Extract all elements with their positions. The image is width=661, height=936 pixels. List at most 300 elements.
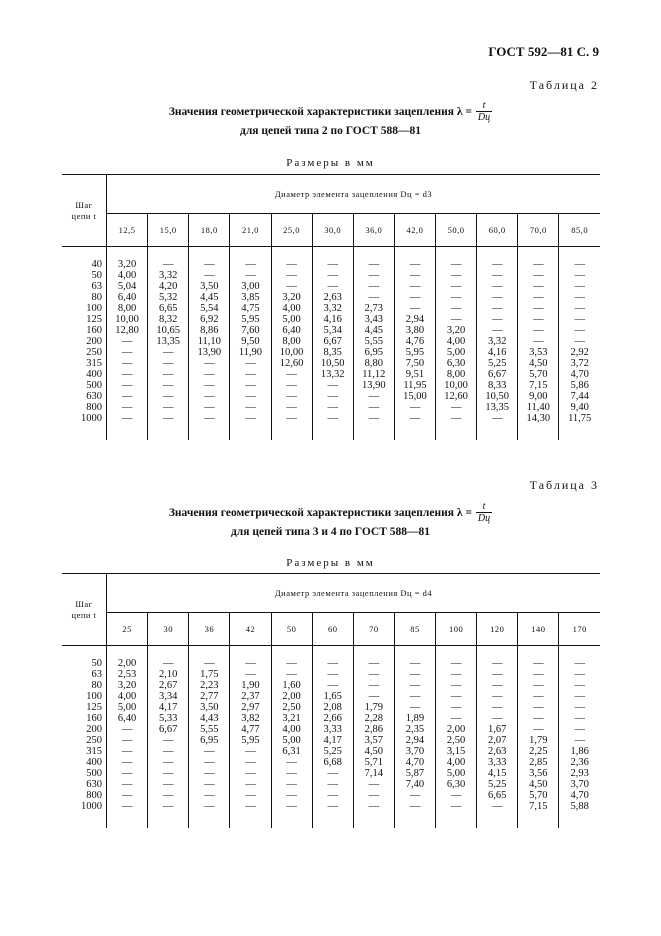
value-cell: — — [436, 680, 477, 691]
value-cell: 4,43 — [189, 713, 230, 724]
value-cell: — — [189, 259, 230, 270]
fraction-denominator: Dц — [477, 112, 491, 123]
value-cell: 4,45 — [353, 325, 394, 336]
value-cell: — — [271, 801, 312, 812]
table-2 — [62, 174, 600, 440]
spacer-cell — [394, 646, 435, 659]
value-cell: — — [189, 358, 230, 369]
spacer-cell — [271, 424, 312, 440]
value-cell: 4,17 — [312, 735, 353, 746]
spacer-cell — [477, 247, 518, 260]
value-cell: — — [559, 259, 600, 270]
value-cell: — — [394, 669, 435, 680]
value-cell: 5,04 — [107, 281, 148, 292]
spacer-cell — [518, 247, 559, 260]
value-cell: 5,55 — [189, 724, 230, 735]
step-cell: 160 — [86, 713, 102, 724]
spacer-cell — [107, 812, 148, 828]
spacer-cell — [62, 247, 107, 260]
value-cell: 2,36 — [559, 757, 600, 768]
value-cell: 3,20 — [271, 292, 312, 303]
value-cell: 5,95 — [230, 735, 271, 746]
column-header: 12,5 — [107, 214, 148, 247]
value-cell: 2,97 — [230, 702, 271, 713]
value-cell: 6,40 — [107, 292, 148, 303]
spacer-cell — [559, 247, 600, 260]
lambda-fraction — [476, 100, 492, 123]
table-row — [62, 768, 600, 779]
value-cell: — — [230, 779, 271, 790]
value-cell: 6,67 — [148, 724, 189, 735]
value-cell: — — [559, 713, 600, 724]
value-cell: — — [394, 259, 435, 270]
value-cell: — — [518, 658, 559, 669]
value-cell: 3,56 — [518, 768, 559, 779]
value-cell: 12,60 — [271, 358, 312, 369]
value-cell: 10,00 — [436, 380, 477, 391]
value-cell: — — [271, 369, 312, 380]
step-cell: 100 — [86, 691, 102, 702]
spacer-cell — [353, 424, 394, 440]
value-cell: — — [189, 779, 230, 790]
step-cell: 125 — [86, 314, 102, 325]
spacer-cell — [271, 646, 312, 659]
value-cell: 9,51 — [394, 369, 435, 380]
value-cell: — — [271, 380, 312, 391]
value-cell: 4,70 — [394, 757, 435, 768]
value-cell: — — [353, 281, 394, 292]
value-cell: — — [312, 281, 353, 292]
value-cell: — — [394, 702, 435, 713]
table-row — [62, 801, 600, 812]
value-cell: — — [518, 702, 559, 713]
spacer-cell — [436, 812, 477, 828]
value-cell: 1,75 — [189, 669, 230, 680]
value-cell: — — [107, 790, 148, 801]
table-row — [62, 779, 600, 790]
value-cell: — — [518, 303, 559, 314]
table-row — [62, 347, 600, 358]
value-cell: 12,80 — [107, 325, 148, 336]
value-cell: 4,50 — [353, 746, 394, 757]
value-cell: — — [436, 259, 477, 270]
column-header: 30,0 — [312, 214, 353, 247]
value-cell: — — [518, 669, 559, 680]
value-cell: — — [230, 757, 271, 768]
table-row — [62, 380, 600, 391]
value-cell: — — [394, 402, 435, 413]
value-cell: — — [394, 691, 435, 702]
value-cell: — — [353, 790, 394, 801]
spacer-cell — [353, 812, 394, 828]
value-cell: 3,70 — [394, 746, 435, 757]
value-cell: 14,30 — [518, 413, 559, 424]
spacer-cell — [62, 646, 107, 659]
value-cell: — — [271, 413, 312, 424]
value-cell: 1,67 — [477, 724, 518, 735]
value-cell: 5,55 — [353, 336, 394, 347]
value-cell: — — [436, 314, 477, 325]
value-cell: 4,00 — [107, 691, 148, 702]
value-cell: — — [477, 658, 518, 669]
value-cell: 3,00 — [230, 281, 271, 292]
value-cell: — — [230, 358, 271, 369]
value-cell: — — [518, 713, 559, 724]
column-header: 25,0 — [271, 214, 312, 247]
value-cell: 11,90 — [230, 347, 271, 358]
value-cell: — — [230, 669, 271, 680]
value-cell: 3,80 — [394, 325, 435, 336]
value-cell: 6,30 — [436, 779, 477, 790]
value-cell: 3,32 — [312, 303, 353, 314]
value-cell: — — [230, 413, 271, 424]
value-cell: — — [189, 270, 230, 281]
value-cell: — — [436, 713, 477, 724]
step-header — [62, 175, 107, 247]
value-cell: — — [518, 325, 559, 336]
step-cell: 125 — [86, 702, 102, 713]
step-cell: 50 — [91, 270, 102, 281]
spacer-cell — [271, 247, 312, 260]
column-header: 140 — [518, 613, 559, 646]
value-cell: — — [148, 402, 189, 413]
value-cell: 5,00 — [271, 735, 312, 746]
value-cell: — — [107, 757, 148, 768]
value-cell: 4,17 — [148, 702, 189, 713]
value-cell: 4,15 — [477, 768, 518, 779]
value-cell: — — [518, 259, 559, 270]
spacer-cell — [271, 812, 312, 828]
value-cell: — — [107, 336, 148, 347]
value-cell: — — [559, 669, 600, 680]
value-cell: 4,70 — [559, 790, 600, 801]
value-cell: — — [394, 303, 435, 314]
value-cell: — — [148, 746, 189, 757]
column-header: 25 — [107, 613, 148, 646]
value-cell: — — [230, 790, 271, 801]
table-3-caption: Таблица 3 — [529, 478, 599, 492]
spacer-cell — [107, 247, 148, 260]
table-row — [62, 790, 600, 801]
value-cell: 15,00 — [394, 391, 435, 402]
value-cell: 4,16 — [477, 347, 518, 358]
spacer-cell — [107, 424, 148, 440]
table-2-title-line2: для цепей типа 2 по ГОСТ 588—81 — [240, 125, 421, 137]
value-cell: — — [107, 735, 148, 746]
value-cell: — — [436, 691, 477, 702]
spacer-cell — [148, 646, 189, 659]
value-cell: 8,32 — [148, 314, 189, 325]
value-cell: — — [518, 281, 559, 292]
column-header: 50,0 — [436, 214, 477, 247]
value-cell: — — [353, 402, 394, 413]
value-cell: 6,65 — [148, 303, 189, 314]
value-cell: 8,86 — [189, 325, 230, 336]
value-cell: 2,35 — [394, 724, 435, 735]
table-2-units: Размеры в мм — [286, 157, 375, 169]
value-cell: 4,45 — [189, 292, 230, 303]
value-cell: 2,28 — [353, 713, 394, 724]
value-cell: 3,20 — [107, 680, 148, 691]
lambda-fraction — [476, 501, 492, 524]
value-cell: — — [559, 292, 600, 303]
table-row — [62, 281, 600, 292]
value-cell: — — [353, 691, 394, 702]
value-cell: 4,00 — [436, 336, 477, 347]
value-cell: — — [312, 790, 353, 801]
value-cell: — — [312, 669, 353, 680]
value-cell: 4,50 — [518, 358, 559, 369]
value-cell: 5,86 — [559, 380, 600, 391]
value-cell: 2,93 — [559, 768, 600, 779]
value-cell: 13,90 — [189, 347, 230, 358]
value-cell: 4,77 — [230, 724, 271, 735]
spacer-cell — [230, 247, 271, 260]
value-cell: 3,50 — [189, 702, 230, 713]
value-cell: 3,33 — [312, 724, 353, 735]
value-cell: 3,53 — [518, 347, 559, 358]
value-cell: 3,21 — [271, 713, 312, 724]
value-cell: 1,65 — [312, 691, 353, 702]
value-cell: 6,40 — [107, 713, 148, 724]
value-cell: 3,20 — [436, 325, 477, 336]
value-cell: — — [436, 801, 477, 812]
value-cell: 1,79 — [518, 735, 559, 746]
spacer-cell — [559, 646, 600, 659]
value-cell: — — [436, 669, 477, 680]
value-cell: 4,75 — [230, 303, 271, 314]
value-cell: 4,50 — [518, 779, 559, 790]
value-cell: 10,65 — [148, 325, 189, 336]
value-cell: 2,10 — [148, 669, 189, 680]
value-cell: 6,67 — [477, 369, 518, 380]
value-cell: 2,08 — [312, 702, 353, 713]
spacer-cell — [312, 424, 353, 440]
table-row — [62, 680, 600, 691]
value-cell: — — [230, 259, 271, 270]
step-header-line2: цепи t — [71, 210, 97, 221]
value-cell: — — [559, 702, 600, 713]
group-header: Диаметр элемента зацепления Dц = d4 — [107, 574, 601, 613]
spacer-cell — [353, 247, 394, 260]
value-cell: — — [312, 658, 353, 669]
spacer-cell — [107, 646, 148, 659]
value-cell: — — [230, 658, 271, 669]
value-cell: 3,72 — [559, 358, 600, 369]
spacer-cell — [148, 247, 189, 260]
value-cell: — — [559, 691, 600, 702]
value-cell: — — [477, 281, 518, 292]
value-cell: 13,90 — [353, 380, 394, 391]
value-cell: — — [271, 757, 312, 768]
value-cell: 2,07 — [477, 735, 518, 746]
value-cell: — — [107, 801, 148, 812]
value-cell: — — [312, 801, 353, 812]
column-header: 36,0 — [353, 214, 394, 247]
column-header: 170 — [559, 613, 600, 646]
value-cell: — — [189, 746, 230, 757]
value-cell: 4,00 — [271, 303, 312, 314]
table-3-title-line1: Значения геометрической характеристики зацепления λ = — [168, 506, 472, 519]
value-cell: 3,70 — [559, 779, 600, 790]
value-cell: — — [312, 768, 353, 779]
value-cell: — — [436, 790, 477, 801]
value-cell: — — [230, 391, 271, 402]
value-cell: 2,77 — [189, 691, 230, 702]
value-cell: 5,34 — [312, 325, 353, 336]
spacer-cell — [189, 646, 230, 659]
value-cell: — — [107, 746, 148, 757]
value-cell: 11,12 — [353, 369, 394, 380]
value-cell: 12,60 — [436, 391, 477, 402]
value-cell: 8,80 — [353, 358, 394, 369]
column-header: 70,0 — [518, 214, 559, 247]
step-cell: 100 — [86, 303, 102, 314]
value-cell: 3,57 — [353, 735, 394, 746]
value-cell: — — [559, 270, 600, 281]
spacer-cell — [394, 812, 435, 828]
value-cell: — — [353, 779, 394, 790]
step-cell: 400 — [86, 369, 102, 380]
value-cell: 6,95 — [189, 735, 230, 746]
table-row — [62, 413, 600, 424]
value-cell: 4,70 — [559, 369, 600, 380]
value-cell: 5,87 — [394, 768, 435, 779]
value-cell: 2,25 — [518, 746, 559, 757]
value-cell: — — [436, 281, 477, 292]
value-cell: 2,67 — [148, 680, 189, 691]
value-cell: 5,25 — [477, 779, 518, 790]
spacer-cell — [559, 812, 600, 828]
value-cell: 3,15 — [436, 746, 477, 757]
table-3-units: Размеры в мм — [286, 557, 375, 569]
value-cell: 7,40 — [394, 779, 435, 790]
value-cell: — — [189, 790, 230, 801]
value-cell: — — [394, 658, 435, 669]
value-cell: 11,10 — [189, 336, 230, 347]
value-cell: — — [394, 292, 435, 303]
value-cell: — — [436, 402, 477, 413]
value-cell: — — [312, 391, 353, 402]
value-cell: — — [518, 270, 559, 281]
value-cell: 2,63 — [477, 746, 518, 757]
value-cell: 9,50 — [230, 336, 271, 347]
column-header: 60,0 — [477, 214, 518, 247]
value-cell: 2,00 — [107, 658, 148, 669]
table-row — [62, 303, 600, 314]
value-cell: 3,43 — [353, 314, 394, 325]
column-header: 50 — [271, 613, 312, 646]
value-cell: 6,30 — [436, 358, 477, 369]
value-cell: — — [107, 347, 148, 358]
value-cell: 2,00 — [436, 724, 477, 735]
fraction-denominator: Dц — [477, 513, 491, 524]
fraction-numerator: t — [482, 100, 486, 111]
value-cell: — — [230, 380, 271, 391]
value-cell: 2,92 — [559, 347, 600, 358]
value-cell: — — [559, 658, 600, 669]
value-cell: — — [436, 413, 477, 424]
step-header-line1: Шаг — [75, 199, 93, 210]
spacer-cell — [62, 812, 107, 828]
step-header-line2: цепи t — [71, 609, 97, 620]
value-cell: 11,95 — [394, 380, 435, 391]
value-cell: — — [107, 380, 148, 391]
value-cell: — — [189, 380, 230, 391]
step-cell: 630 — [86, 391, 102, 402]
spacer-cell — [62, 424, 107, 440]
spacer-cell — [518, 812, 559, 828]
spacer-cell — [230, 812, 271, 828]
value-cell: 3,32 — [148, 270, 189, 281]
value-cell: — — [477, 303, 518, 314]
value-cell: — — [559, 303, 600, 314]
value-cell: — — [477, 713, 518, 724]
value-cell: — — [394, 281, 435, 292]
value-cell: — — [518, 314, 559, 325]
spacer-cell — [189, 812, 230, 828]
table-row — [62, 292, 600, 303]
table-3-title — [0, 501, 661, 540]
table-row — [62, 336, 600, 347]
value-cell: — — [189, 413, 230, 424]
spacer-cell — [189, 424, 230, 440]
table-3-title-line2: для цепей типа 3 и 4 по ГОСТ 588—81 — [230, 526, 431, 538]
table-2-caption: Таблица 2 — [529, 78, 599, 92]
value-cell: — — [148, 735, 189, 746]
value-cell: 2,50 — [271, 702, 312, 713]
value-cell: 6,92 — [189, 314, 230, 325]
table-row — [62, 402, 600, 413]
table-row — [62, 691, 600, 702]
value-cell: — — [230, 746, 271, 757]
value-cell: — — [477, 259, 518, 270]
value-cell: — — [148, 369, 189, 380]
table-2-title-line1: Значения геометрической характеристики зацепления λ = — [168, 105, 472, 118]
spacer-cell — [230, 424, 271, 440]
step-cell: 800 — [86, 790, 102, 801]
value-cell: — — [436, 658, 477, 669]
value-cell: — — [271, 270, 312, 281]
value-cell: 5,71 — [353, 757, 394, 768]
value-cell: 1,86 — [559, 746, 600, 757]
value-cell: — — [353, 669, 394, 680]
value-cell: 2,73 — [353, 303, 394, 314]
table-row — [62, 746, 600, 757]
page-header: ГОСТ 592—81 С. 9 — [488, 44, 599, 59]
spacer-cell — [353, 646, 394, 659]
value-cell: 7,14 — [353, 768, 394, 779]
value-cell: — — [353, 801, 394, 812]
value-cell: — — [436, 303, 477, 314]
value-cell: 7,50 — [394, 358, 435, 369]
value-cell: — — [107, 391, 148, 402]
value-cell: 1,60 — [271, 680, 312, 691]
step-cell: 40 — [91, 259, 102, 270]
column-header: 85 — [394, 613, 435, 646]
value-cell: 2,86 — [353, 724, 394, 735]
value-cell: — — [353, 259, 394, 270]
value-cell: — — [271, 281, 312, 292]
value-cell: 5,00 — [107, 702, 148, 713]
value-cell: 2,23 — [189, 680, 230, 691]
table-row — [62, 658, 600, 669]
value-cell: — — [436, 702, 477, 713]
column-header: 120 — [477, 613, 518, 646]
value-cell: — — [271, 402, 312, 413]
value-cell: — — [271, 768, 312, 779]
value-cell: — — [518, 336, 559, 347]
